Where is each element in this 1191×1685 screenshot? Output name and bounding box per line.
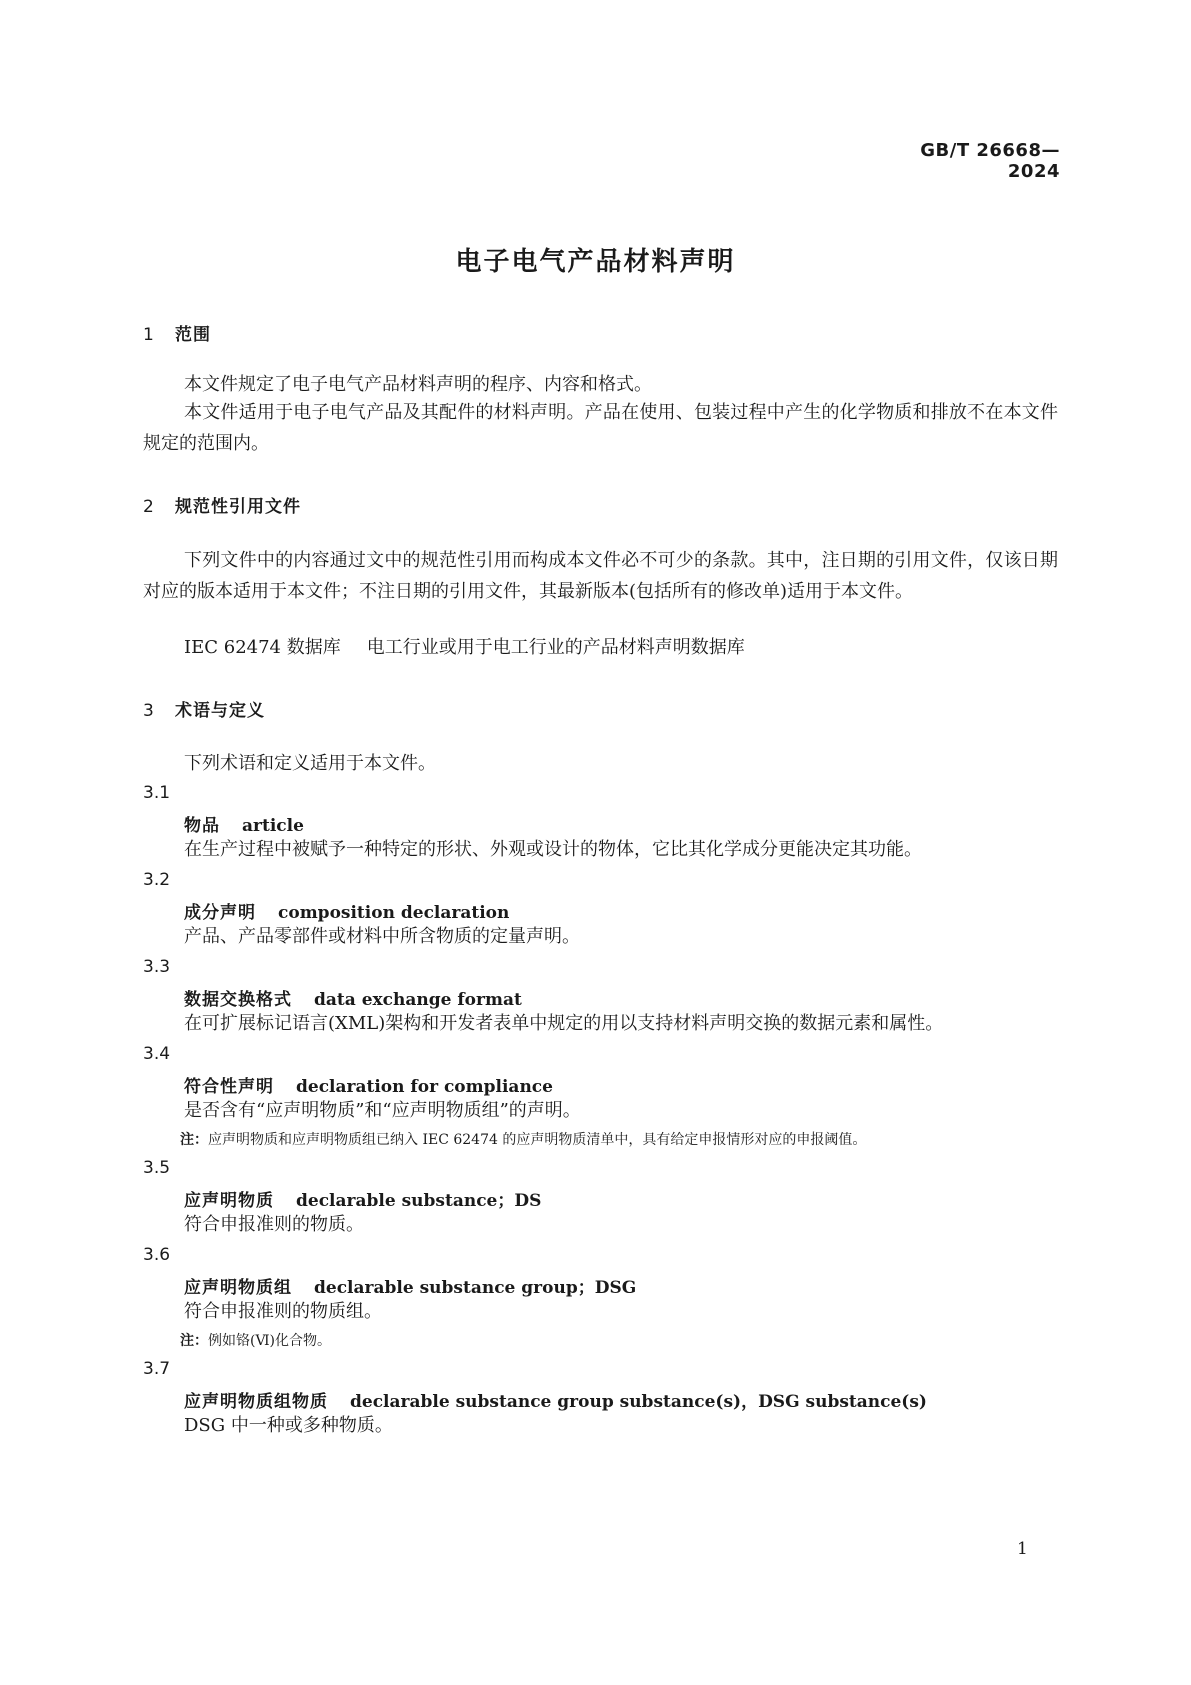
term-heading — [184, 898, 509, 923]
section-title: 规范性引用文件 — [175, 497, 301, 517]
section-1-paragraph-1: 本文件规定了电子电气产品材料声明的程序、内容和格式。 — [184, 374, 652, 395]
term-en: declaration for compliance — [296, 1077, 553, 1097]
term-zh: 物品 — [184, 816, 220, 836]
term-heading — [184, 1273, 636, 1298]
section-3-heading — [143, 696, 265, 721]
term-definition: 在可扩展标记语言(XML)架构和开发者表单中规定的用以支持材料声明交换的数据元素和属性。 — [184, 1013, 944, 1034]
term-number: 3.4 — [143, 1044, 171, 1064]
note-label: 注： — [180, 1132, 208, 1148]
term-en: declarable substance group substance(s)，DSG substance(s) — [350, 1392, 927, 1412]
normative-reference — [184, 636, 745, 660]
term-definition: 是否含有“应声明物质”和“应声明物质组”的声明。 — [184, 1100, 581, 1121]
term-number: 3.5 — [143, 1158, 171, 1178]
section-1-heading — [143, 320, 211, 345]
term-number: 3.3 — [143, 957, 171, 977]
term-number: 3.6 — [143, 1245, 171, 1265]
term-note — [180, 1330, 331, 1350]
term-definition: 符合申报准则的物质。 — [184, 1214, 364, 1235]
section-3-intro: 下列术语和定义适用于本文件。 — [184, 753, 436, 774]
section-title: 范围 — [175, 325, 211, 345]
term-heading — [184, 1072, 553, 1097]
term-en: declarable substance group；DSG — [314, 1278, 637, 1298]
reference-title: 电工行业或用于电工行业的产品材料声明数据库 — [366, 637, 745, 658]
term-en: article — [242, 816, 304, 836]
term-heading — [184, 1186, 541, 1211]
term-zh: 数据交换格式 — [184, 990, 292, 1010]
note-label: 注： — [180, 1333, 208, 1349]
note-text: 例如铬(Ⅵ)化合物。 — [208, 1333, 332, 1349]
section-number: 1 — [143, 325, 155, 345]
term-heading — [184, 985, 522, 1010]
term-definition: 符合申报准则的物质组。 — [184, 1301, 382, 1322]
section-2-paragraph-1: 下列文件中的内容通过文中的规范性引用而构成本文件必不可少的条款。其中，注日期的引用文件，仅该日期对应的版本适用于本文件；不注日期的引用文件，其最新版本(包括所有的修改单)适用于本文件。 — [143, 550, 1058, 602]
term-zh: 应声明物质组物质 — [184, 1392, 328, 1412]
term-note — [180, 1129, 866, 1149]
term-zh: 应声明物质组 — [184, 1278, 292, 1298]
term-definition: DSG 中一种或多种物质。 — [184, 1415, 393, 1436]
term-zh: 成分声明 — [184, 903, 256, 923]
document-title: 电子电气产品材料声明 — [455, 247, 736, 277]
standard-number: GB/T 26668—2024 — [920, 140, 1060, 182]
term-heading — [184, 811, 304, 836]
term-definition: 在生产过程中被赋予一种特定的形状、外观或设计的物体，它比其化学成分更能决定其功能。 — [184, 839, 922, 860]
term-heading — [184, 1387, 927, 1412]
reference-code: IEC 62474 数据库 — [184, 637, 341, 658]
term-definition: 产品、产品零部件或材料中所含物质的定量声明。 — [184, 926, 580, 947]
term-en: declarable substance；DS — [296, 1191, 542, 1211]
page-number: 1 — [1017, 1539, 1028, 1559]
section-number: 3 — [143, 701, 155, 721]
term-number: 3.7 — [143, 1359, 171, 1379]
term-number: 3.2 — [143, 870, 171, 890]
term-en: data exchange format — [314, 990, 522, 1010]
term-en: composition declaration — [278, 903, 510, 923]
term-number: 3.1 — [143, 783, 171, 803]
term-zh: 符合性声明 — [184, 1077, 274, 1097]
note-text: 应声明物质和应声明物质组已纳入 IEC 62474 的应声明物质清单中，具有给定申报情形对应的申报阈值。 — [208, 1132, 867, 1148]
section-2-heading — [143, 492, 301, 517]
section-1-paragraph-2: 本文件适用于电子电气产品及其配件的材料声明。产品在使用、包装过程中产生的化学物质和排放不在本文件规定的范围内。 — [143, 402, 1058, 454]
section-title: 术语与定义 — [175, 701, 265, 721]
term-zh: 应声明物质 — [184, 1191, 274, 1211]
section-number: 2 — [143, 497, 155, 517]
